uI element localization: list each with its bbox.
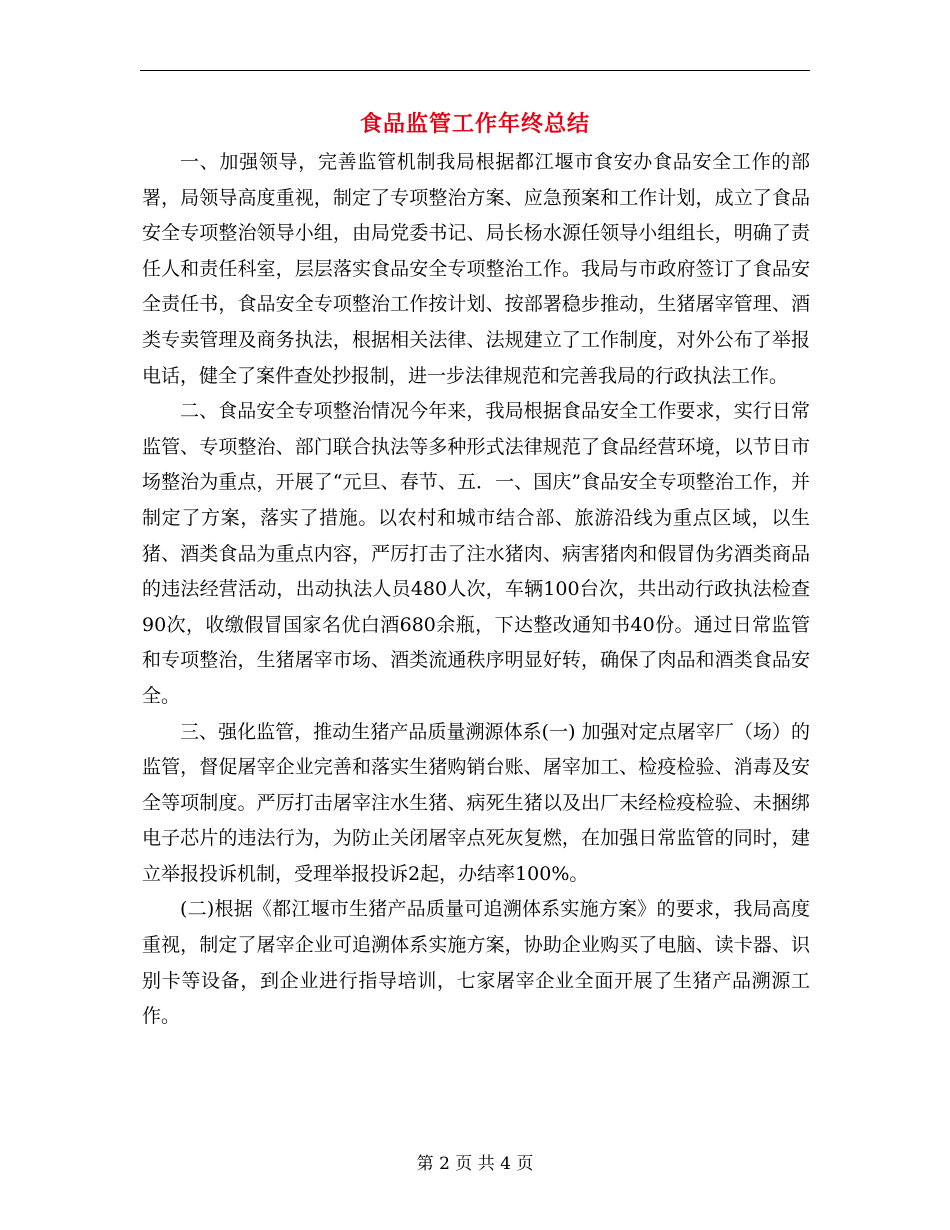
paragraph-1: 一、加强领导，完善监管机制我局根据都江堰市食安办食品安全工作的部署，局领导高度重视，制定了专项整治方案、应急预案和工作计划，成立了食品安全专项整治领导小组，由局党委书记、局长杨水源任领导小组组长，明确了责任人和责任科室，层层落实食品安全专项整治工作。我局与市政府签订了食品安全责任书，食品安全专项整治工作按计划、按部署稳步推动，生猪屠宰管理、酒类专卖管理及商务执法，根据相关法律、法规建立了工作制度，对外公布了举报电话，健全了案件查处抄报制，进一步法律规范和完善我局的行政执法工作。 — [142, 151, 810, 387]
header-rule — [140, 70, 810, 71]
page-footer: 第 2 页 共 4 页 — [416, 1154, 534, 1174]
paragraph-2: 二、食品安全专项整治情况今年来，我局根据食品安全工作要求，实行日常监管、专项整治、部门联合执法等多种形式法律规范了食品经营环境，以节日市场整治为重点，开展了“元旦、春节、五．一、国庆”食品安全专项整治工作，并制定了方案，落实了措施。以农村和城市结合部、旅游沿线为重点区域，以生猪、酒类食品为重点内容，严厉打击了注水猪肉、病害猪肉和假冒伪劣酒类商品的违法经营活动，出动执法人员480人次，车辆100台次，共出动行政执法检查90次，收缴假冒国家名优白酒680余瓶，下达整改通知书40份。通过日常监管和专项整治，生猪屠宰市场、酒类流通秩序明显好转，确保了肉品和酒类食品安全。 — [142, 400, 810, 707]
document-title: 食品监管工作年终总结 — [359, 111, 590, 137]
paragraph-4: (二)根据《都江堰市生猪产品质量可追溯体系实施方案》的要求，我局高度重视，制定了屠宰企业可追溯体系实施方案，协助企业购买了电脑、读卡器、识别卡等设备，到企业进行指导培训，七家屠宰企业全面开展了生猪产品溯源工作。 — [142, 898, 810, 1028]
paragraph-3: 三、强化监管，推动生猪产品质量溯源体系(一) 加强对定点屠宰厂（场）的监管，督促屠宰企业完善和落实生猪购销台账、屠宰加工、检疫检验、消毒及安全等项制度。严厉打击屠宰注水生猪、病死生猪以及出厂未经检疫检验、未捆绑电子芯片的违法行为，为防止关闭屠宰点死灰复燃，在加强日常监管的同时，建立举报投诉机制，受理举报投诉2起，办结率100%。 — [142, 720, 810, 885]
document-body — [142, 145, 810, 1035]
